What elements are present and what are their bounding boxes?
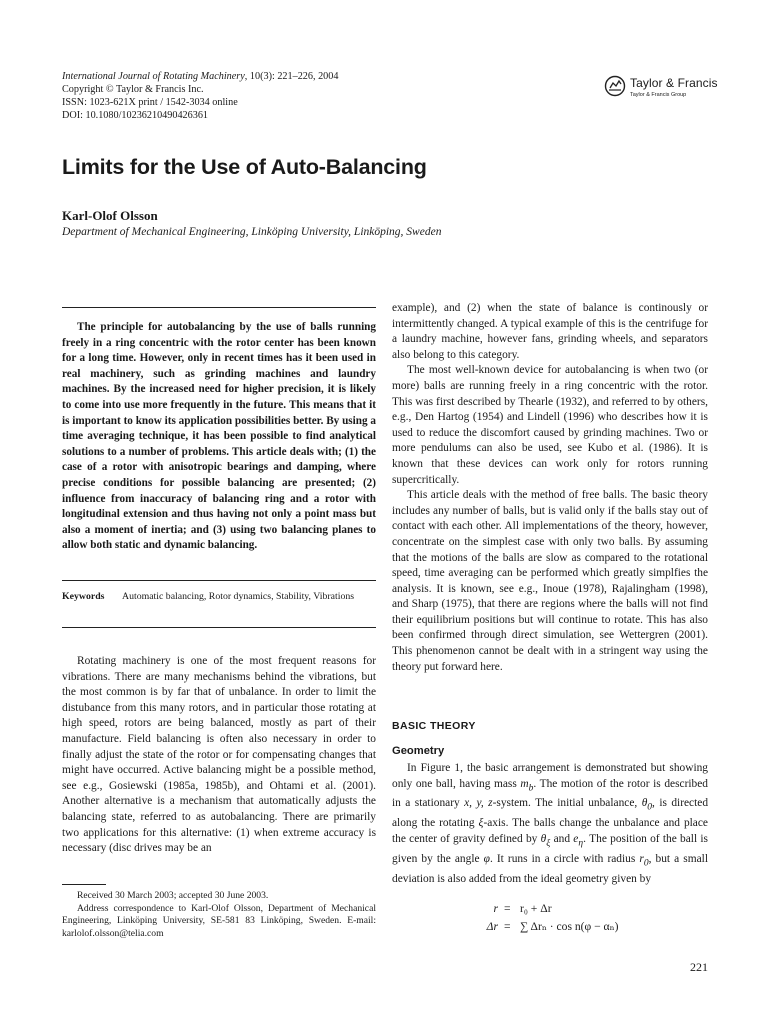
geometry-text-5: -axis. The balls change the unbalance and place the center of gravity defined by	[392, 817, 708, 845]
math-e-eta: $e_\eta$	[573, 832, 584, 849]
geometry-text-4: , is directed along the rotating	[392, 797, 709, 830]
geometry-text-6: and	[553, 832, 571, 845]
journal-citation	[62, 70, 338, 83]
math-r0: $r_0$	[639, 852, 649, 869]
abstract-text: The principle for autobalancing by the use of balls running freely in a ring concentric with the rotor center has been known for a long time. However, only in recent times has it been used in real machinery, such as grinding machines and laundry machines. By the increased need for higher precision, it is likely to come into use more frequently in the future. This means that it is important to know its application possibilities better. By using a time averaging technique, it has been possible to find analytical solutions to a number of problems. This article deals with; (1) the case of a rotor with anisotropic bearings and damping, where precise conditions for possible balancing are presented; (2) influence from inaccuracy of balancing ring and a rotor with longitudinal extension and thus having not only a point mass but also a moment of inertia; and (3) using two balancing planes to allow both static and dynamic balancing.	[62, 321, 376, 552]
issn-line: ISSN: 1023-621X print / 1542-3034 online	[62, 97, 238, 108]
intro-paragraph-1: Rotating machinery is one of the most frequent reasons for vibrations. There are many mechanisms behind the vibrations, but the most common is by far that of unbalance. In order to limit the distubance from this many rotors, and in particular those rotating at high speed, rotors are being balanced, mostly as part of their manufacture. Field balancing is often also necessary in order to finally adjust the state of the rotor or for compensating changes that might have occurred. Active balancing might be a possible method, see e.g., Gosiewski (1985a, 1985b), and Ohtami et al. (2001). Another alternative is a mechanism that automatically adjusts the balancing state, referred to as autobalancing. There are primarily two applications for this alternative: (1) when extreme accuracy is necessary (disc drives may be an	[62, 655, 376, 855]
intro-paragraph-1-continued: example), and (2) when the state of balance is continously or intermittently changed. A typical example of this is the centrifuge for a laundry machine, however fans, grinding wheels, and separators also belong to this category.	[392, 302, 708, 361]
equation-1-equals: =	[504, 902, 511, 915]
equation-1-lhs: r	[493, 902, 498, 915]
geometry-text-9: , but a small deviation is also added from the ideal geometry given by	[392, 852, 708, 885]
abstract-top-rule	[62, 307, 376, 308]
footnote-received: Received 30 March 2003; accepted 30 June 2003.	[77, 890, 269, 901]
geometry-paragraph	[392, 761, 708, 887]
intro-column-left	[62, 654, 376, 857]
footnote-address: Address correspondence to Karl-Olof Olsson, Department of Mechanical Engineering, Linköping University, SE-581 83 Linköping, Sweden. E-mail: karlolof.olsson@telia.com	[62, 902, 376, 939]
intro-column-right	[392, 301, 708, 675]
equation-1-rhs: r₀ + Δr	[520, 902, 552, 915]
journal-header	[62, 70, 338, 122]
intro-paragraph-2: The most well-known device for autobalancing is when two (or more) balls are running freely in a ring concentric with the rotor. This was first described by Thearle (1932), and referred to by others, e.g., Den Hartog (1954) and Lindell (1996) who describes how it is used to reduce the discomfort caused by grinding machines. Two or more pendulums can also be used, see Kubo et al. (1986). It is known that these devices can work only for rotors running supercritically.	[392, 364, 708, 486]
copyright-line: Copyright © Taylor & Francis Inc.	[62, 84, 204, 95]
publisher-logo	[604, 72, 724, 102]
geometry-text-1: In Figure 1, the basic arrangement is demonstrated but showing only one ball, having mass	[392, 762, 708, 790]
journal-name: International Journal of Rotating Machinery	[62, 71, 245, 82]
math-theta-xi: $\theta_\xi$	[540, 832, 551, 849]
math-xyz: x, y, z	[464, 797, 493, 810]
subsection-heading: Geometry	[392, 745, 445, 757]
geometry-text-2: . The motion of the rotor is described in a stationary	[392, 777, 708, 810]
article-title: Limits for the Use of Auto-Balancing	[62, 155, 427, 179]
equation-2-lhs: Δr	[486, 920, 498, 933]
math-xi: ξ	[478, 817, 484, 830]
author-affiliation: Department of Mechanical Engineering, Linköping University, Linköping, Sweden	[62, 226, 442, 238]
abstract-bottom-rule	[62, 580, 376, 581]
keywords-label: Keywords	[62, 591, 105, 602]
math-theta0: $\theta_0$	[641, 797, 653, 813]
keywords-text: Automatic balancing, Rotor dynamics, Stability, Vibrations	[122, 591, 355, 602]
math-phi: φ	[483, 852, 490, 865]
author-name: Karl-Olof Olsson	[62, 208, 158, 223]
publisher-logo-icon	[604, 75, 626, 97]
publisher-name: Taylor & Francis	[630, 76, 718, 90]
math-mb: $m_b$	[520, 777, 534, 793]
intro-paragraph-3: This article deals with the method of free balls. The basic theory includes any number of balls, but is valid only if the balls stay out of contact with each other. All implementations of the theory, however, concentrate on the simplest case with only two balls. By assuming that the motions of the balls are slow as compared to the rotational speed, time averaging can be performed which greatly simplfies the analysis. It is known, see e.g., Inoue (1978), Rajalingham (1998), and Sharp (1975), that there are regions where the balls will not find their equilibrium positions but will continue to rotate. This has also been confirmed through direct simulation, see Wettergren (2001). This phenomenon cannot be dealt with in a stringent way using the theory put forward here.	[392, 489, 708, 673]
equation-2-equals: =	[504, 920, 511, 933]
journal-volume: , 10(3): 221–226, 2004	[244, 71, 339, 82]
section-heading: BASIC THEORY	[392, 720, 476, 732]
geometry-text-7: . The position of the ball is given by the angle	[392, 832, 708, 865]
geometry-text-8: . It runs in a circle with radius	[489, 852, 636, 865]
page-number: 221	[690, 960, 708, 974]
footnote	[62, 890, 376, 940]
geometry-text-3: -system. The initial unbalance,	[492, 797, 638, 810]
equation-2-rhs: ∑ Δrₙ · cos n(φ − αₙ)	[520, 920, 619, 933]
geometry-column	[392, 761, 708, 887]
footnote-rule	[62, 884, 106, 885]
doi-line: DOI: 10.1080/10236210490426361	[62, 110, 209, 121]
publisher-group: Taylor & Francis Group	[630, 92, 687, 98]
keywords-bottom-rule	[62, 627, 376, 628]
